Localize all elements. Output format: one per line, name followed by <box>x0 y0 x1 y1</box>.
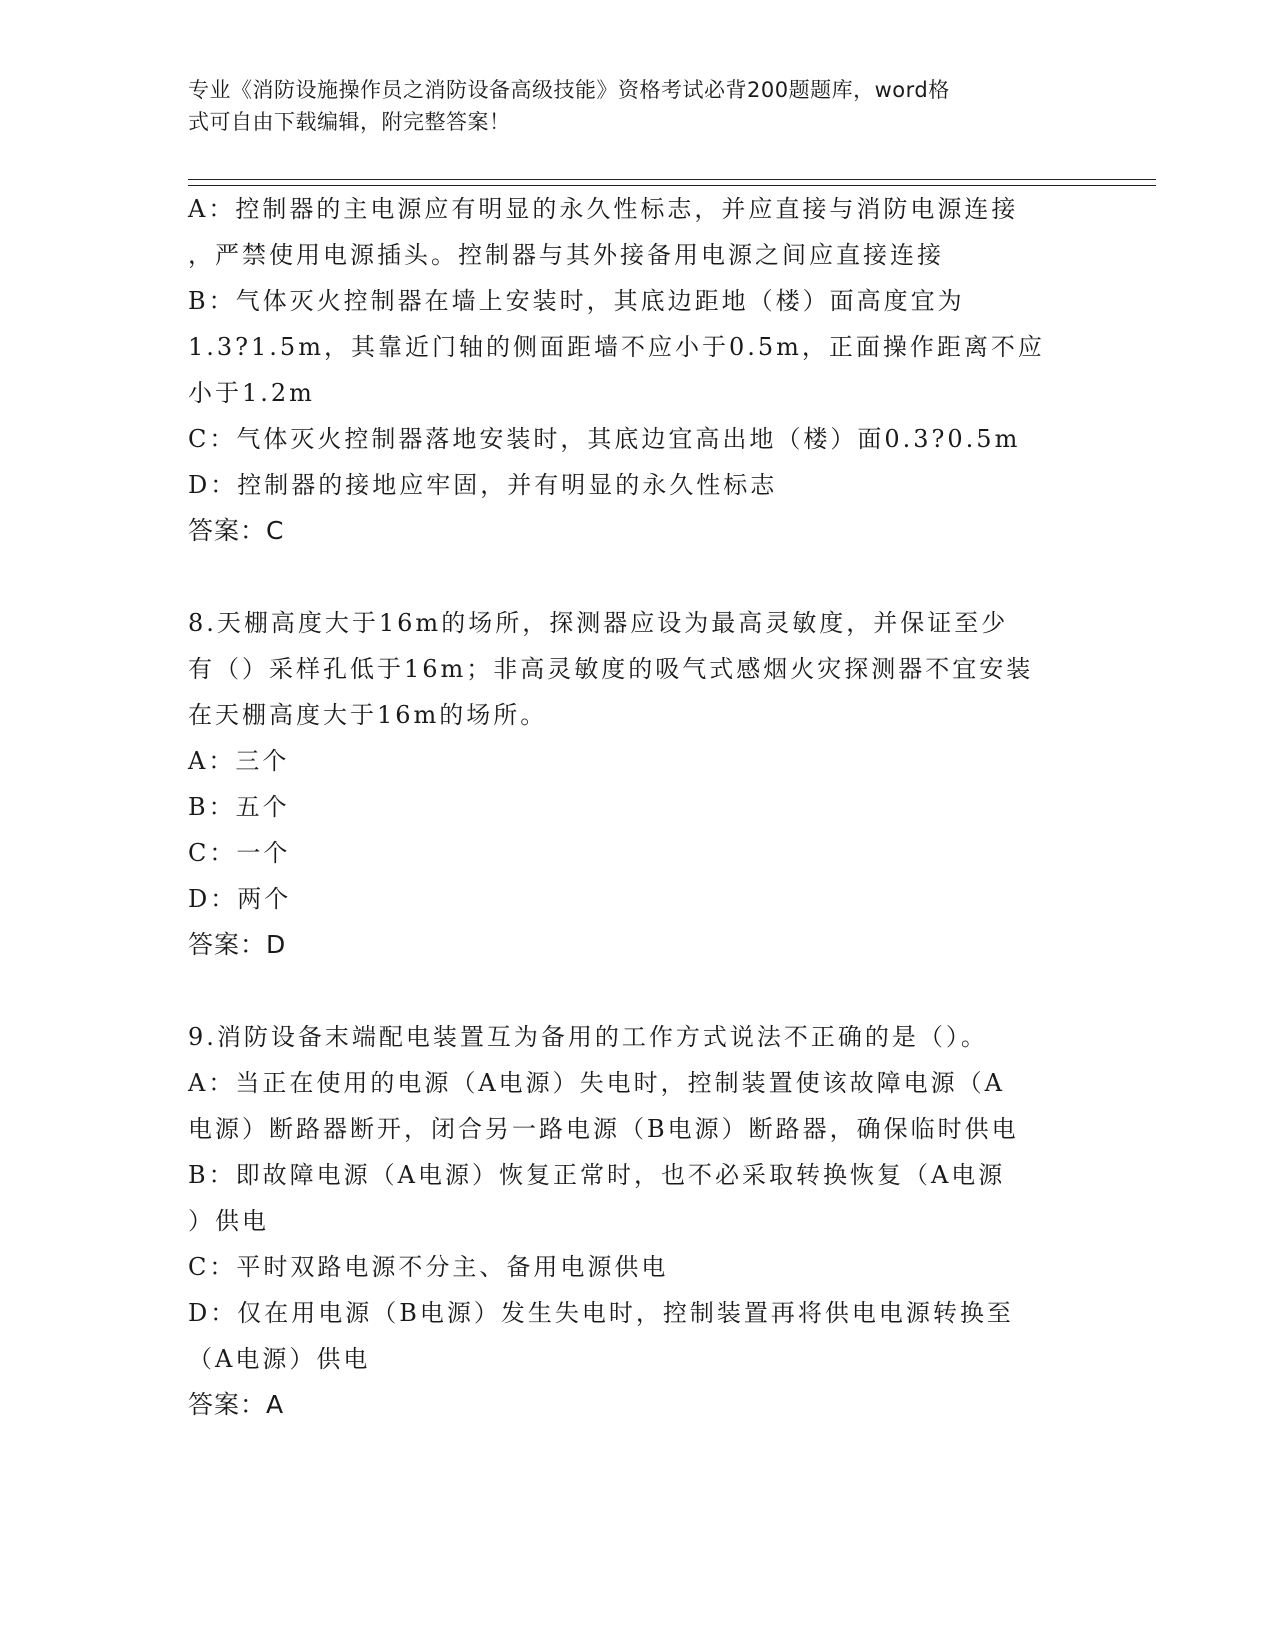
question-text-line: 有（）采样孔低于16m；非高灵敏度的吸气式感烟火灾探测器不宜安装 <box>188 655 1034 683</box>
option-c: C：一个 <box>188 839 291 867</box>
option-line: 小于1.2m <box>188 379 315 407</box>
option-line: C：气体灭火控制器落地安装时，其底边宜高出地（楼）面0.3?0.5m <box>188 425 1021 453</box>
question-text-line: 8.天棚高度大于16m的场所，探测器应设为最高灵敏度，并保证至少 <box>188 609 1009 637</box>
option-line: ，严禁使用电源插头。控制器与其外接备用电源之间应直接连接 <box>188 241 944 269</box>
header-divider-top <box>188 179 1156 180</box>
question-content <box>188 186 1088 1428</box>
option-line: 电源）断路器断开，闭合另一路电源（B电源）断路器，确保临时供电 <box>188 1115 1019 1143</box>
answer-label: 答案：C <box>188 516 285 545</box>
option-line: B：即故障电源（A电源）恢复正常时，也不必采取转换恢复（A电源 <box>188 1161 1006 1189</box>
spacer <box>188 554 1088 600</box>
spacer <box>188 968 1088 1014</box>
header-line-2: 式可自由下载编辑，附完整答案！ <box>188 110 511 134</box>
header-line-1: 专业《消防设施操作员之消防设备高级技能》资格考试必背200题题库，word格 <box>188 78 950 102</box>
option-line: ）供电 <box>188 1207 269 1235</box>
question-text-line: 9.消防设备末端配电装置互为备用的工作方式说法不正确的是（）。 <box>188 1023 988 1051</box>
option-d: D：两个 <box>188 885 292 913</box>
option-line: B：气体灭火控制器在墙上安装时，其底边距地（楼）面高度宜为 <box>188 287 965 315</box>
question-8 <box>188 600 1088 968</box>
question-7-options <box>188 186 1088 554</box>
option-line: （A电源）供电 <box>188 1345 371 1373</box>
option-line: 1.3?1.5m，其靠近门轴的侧面距墙不应小于0.5m，正面操作距离不应 <box>188 333 1045 361</box>
document-header <box>188 74 1068 138</box>
question-9 <box>188 1014 1088 1428</box>
option-line: A：当正在使用的电源（A电源）失电时，控制装置使该故障电源（A <box>188 1069 1005 1097</box>
answer-label: 答案：D <box>188 930 287 959</box>
option-line: D：控制器的接地应牢固，并有明显的永久性标志 <box>188 471 778 499</box>
question-text-line: 在天棚高度大于16m的场所。 <box>188 701 548 729</box>
option-b: B：五个 <box>188 793 290 821</box>
option-line: D：仅在用电源（B电源）发生失电时，控制装置再将供电电源转换至 <box>188 1299 1014 1327</box>
option-a: A：三个 <box>188 747 290 775</box>
answer-label: 答案：A <box>188 1390 285 1419</box>
option-line: C：平时双路电源不分主、备用电源供电 <box>188 1253 669 1281</box>
option-line: A：控制器的主电源应有明显的永久性标志，并应直接与消防电源连接 <box>188 195 1019 223</box>
